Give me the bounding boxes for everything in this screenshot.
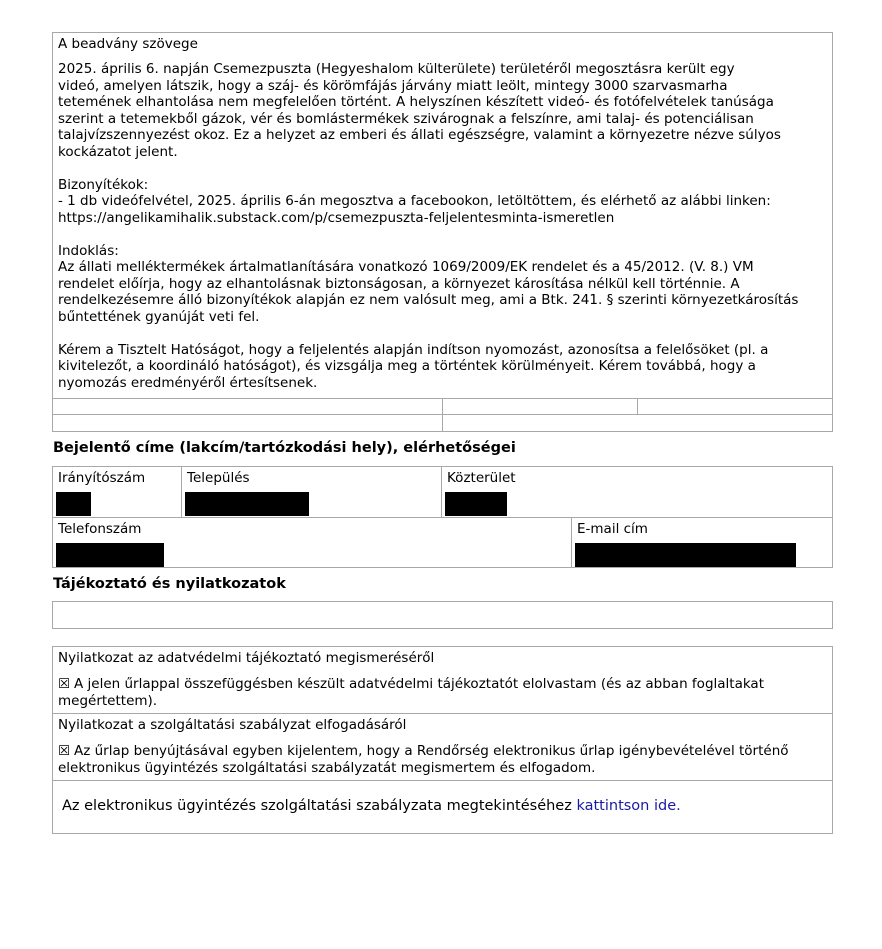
terms-checkbox[interactable]: ☒ [58,743,71,759]
text-line: Kérem a Tisztelt Hatóságot, hogy a feljelentés alapján indítson nyomozást, azonosítsa a felelősöket (pl. a [58,341,769,358]
text-line: talajvízszennyezést okoz. Ez a helyzet az emberi és állati egészségre, valamint a környezetre nézve súlyos [58,127,781,143]
terms-link-suffix: . [676,798,681,814]
text-line: Indoklás: [58,242,119,259]
text-line: rendelkezésemre álló bizonyítékok alapján ez nem valósult meg, ami a Btk. 241. § szerinti környezetkárosítás [58,292,799,308]
divider [442,414,443,432]
text-line: tetemének elhantolása nem megfelelően történt. A helyszínen készített videó- és fotófelvételek tanúsága [58,94,774,110]
info-empty-box [52,601,833,629]
divider [442,398,443,415]
text-line: nyomozás eredményéről értesítsenek. [58,374,318,391]
privacy-checkbox[interactable]: ☒ [58,676,71,692]
street-redacted [445,492,507,516]
text-line: A jelen űrlappal összefüggésben készült adatvédelmi tájékoztatót elolvastam (és az abban foglaltakat [74,676,764,692]
text-line: bűntettének gyanúját veti fel. [58,308,260,325]
street-label: Közterület [447,470,516,486]
submission-title: A beadvány szövege [58,36,198,52]
phone-label: Telefonszám [58,521,142,537]
text-line: - 1 db videófelvétel, 2025. április 6-án megosztva a facebookon, letöltöttem, és elérhető az alábbi linken: [58,193,771,209]
text-line: videó, amelyen látszik, hogy a száj- és körömfájás járvány miatt leölt, mintegy 3000 szarvasmarha [58,77,728,94]
divider [571,517,572,568]
text-line: Az állati melléktermékek ártalmatlanítására vonatkozó 1069/2009/EK rendelet és a 45/2012. (V. 8.) VM [58,259,754,275]
text-line: kivitelezőt, a koordináló hatóságot), és vizsgálja meg a történtek körülményeit. Kérem továbbá, hogy a [58,358,756,374]
terms-link-prefix: Az elektronikus ügyintézés szolgáltatási szabályzata megtekintéséhez [62,798,577,814]
city-redacted [185,492,309,516]
divider [637,398,638,415]
postal-code-label: Irányítószám [58,470,146,486]
postal-code-redacted [56,492,91,516]
terms-link[interactable]: kattintson ide [576,798,677,814]
text-line: megértettem). [58,692,158,709]
divider [52,780,833,781]
email-label: E-mail cím [577,521,648,537]
divider [181,466,182,518]
city-label: Település [187,470,250,486]
text-line: Az űrlap benyújtásával egyben kijelentem, hogy a Rendőrség elektronikus űrlap igénybevételével történő [74,743,789,759]
text-line: Bizonyítékok: [58,176,149,193]
address-row [52,466,833,518]
reporter-heading: Bejelentő címe (lakcím/tartózkodási hely), elérhetőségei [53,440,516,456]
divider [441,466,442,518]
email-redacted [575,543,796,567]
evidence-url: https://angelikamihalik.substack.com/p/csemezpuszta-feljelentesminta-ismeretlen [58,209,615,226]
terms-link-sentence [62,798,681,815]
text-line: 2025. április 6. napján Csemezpuszta (Hegyeshalom külterülete) területéről megosztásra került egy [58,61,735,77]
declarations-heading: Tájékoztató és nyilatkozatok [53,576,286,592]
privacy-declaration-title: Nyilatkozat az adatvédelmi tájékoztató megismeréséről [58,650,435,666]
terms-declaration-title: Nyilatkozat a szolgáltatási szabályzat elfogadásáról [58,717,407,733]
phone-redacted [56,543,164,567]
divider [52,713,833,714]
text-line: elektronikus ügyintézés szolgáltatási szabályzatát megismertem és elfogadom. [58,759,596,776]
text-line: rendelet előírja, hogy az elhantolásnak biztonságosan, a környezet károsítása nélkül kell történnie. A [58,275,740,292]
text-line: szerint a tetemekből gázok, vér és bomlástermékek szivárognak a felszínre, ami talaj- és potenciálisan [58,110,754,127]
text-line: kockázatot jelent. [58,143,178,160]
